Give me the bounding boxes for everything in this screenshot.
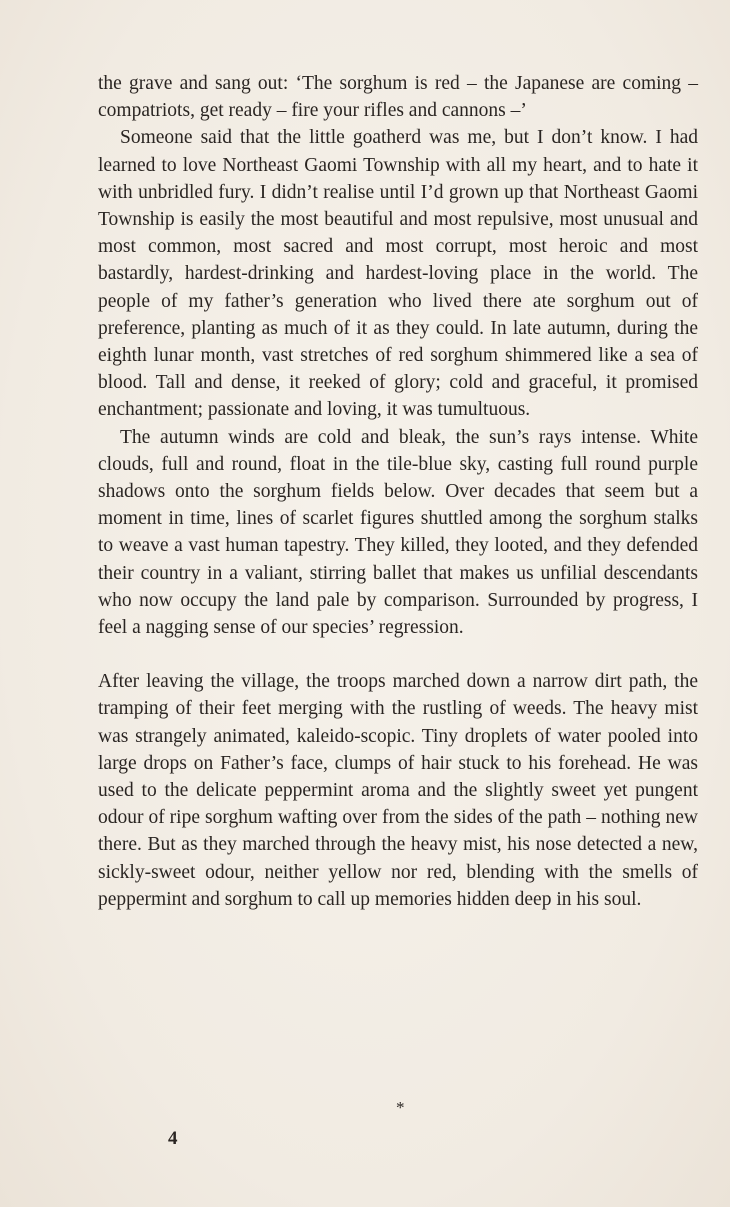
paragraph-goatherd: Someone said that the little goatherd was me, but I don’t know. I had learned to love Northeast Gaomi Township with all my heart, and to hate it with unbridled fury. I didn’t realise until I’d grown up that Northeast Gaomi Township is easily the most beautiful and most repulsive, most unusual and most common, most sacred and most corrupt, most heroic and most bastardly, hardest-drinking and hardest-loving place in the world. The people of my father’s generation who lived there ate sorghum out of preference, planting as much of it as they could. In late autumn, during the eighth lunar month, vast stretches of red sorghum shimmered like a sea of blood. Tall and dense, it reeked of glory; cold and graceful, it promised enchantment; passionate and loving, it was tumultuous.	[98, 127, 698, 421]
paragraph-troops-marched: After leaving the village, the troops marched down a narrow dirt path, the tramping of their feet merging with the rustling of weeds. The heavy mist was strangely animated, kaleido-scopic. Tiny droplets of water pooled into large drops on Father’s face, clumps of hair stuck to his forehead. He was used to the delicate peppermint aroma and the slightly sweet yet pungent odour of ripe sorghum wafting over from the sides of the path – nothing new there. But as they marched through the heavy mist, his nose detected a new, sickly-sweet odour, neither yellow nor red, blending with the smells of peppermint and sorghum to call up memories hidden deep in his soul.	[98, 671, 698, 910]
section-break-asterisk: *	[396, 1098, 405, 1117]
page-number: 4	[168, 1128, 178, 1149]
paragraph-autumn-winds: The autumn winds are cold and bleak, the sun’s rays intense. White clouds, full and round, float in the tile-blue sky, casting full round purple shadows onto the sorghum fields below. Over decades that seem but a moment in time, lines of scarlet figures shuttled among the sorghum stalks to weave a vast human tapestry. They killed, they looted, and they defended their country in a valiant, stirring ballet that makes us unfilial descendants who now occupy the land pale by comparison. Surrounded by progress, I feel a nagging sense of our species’ regression.	[98, 426, 698, 639]
paragraph-continuation: the grave and sang out: ‘The sorghum is red – the Japanese are coming – compatriots, get ready – fire your rifles and cannons –’	[98, 73, 698, 122]
body-text	[98, 70, 698, 913]
